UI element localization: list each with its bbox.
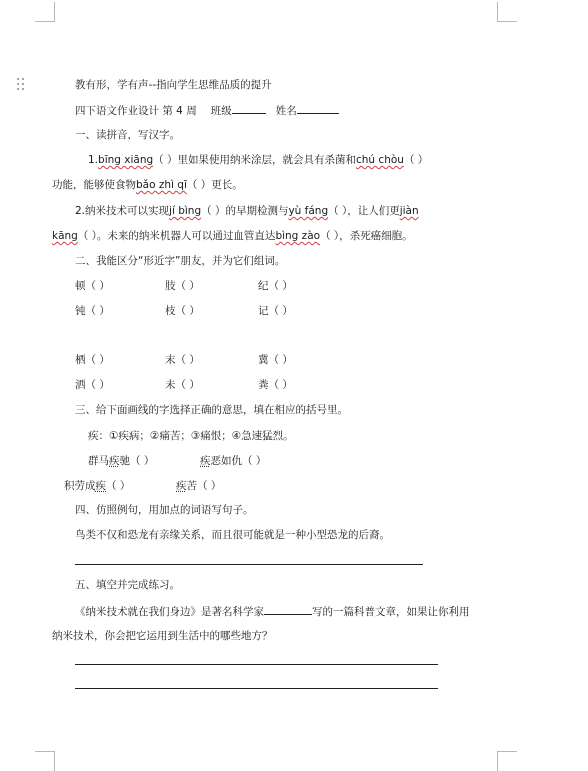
s3-item-1-pre: 群马 xyxy=(88,455,109,467)
doc-subtitle-line xyxy=(75,102,339,118)
doc-title: 教有形，学有声--指向学生思维品质的提升 xyxy=(75,79,272,91)
pinyin-kang: kāng xyxy=(52,230,78,242)
s2-row-4-col-2: 未（ ） xyxy=(165,379,200,391)
s3-item-4-mark: 疾 xyxy=(176,480,187,492)
s1-q1-text-2: （ ） xyxy=(403,154,429,166)
crop-mark-top-left-h xyxy=(35,21,55,22)
s1-q2-text-1: （ ）的早期检测与 xyxy=(201,205,289,217)
scientist-blank[interactable] xyxy=(264,603,312,615)
pinyin-chu-chou: chú chòu xyxy=(356,154,404,166)
s1-q2-line1 xyxy=(75,204,419,218)
class-blank[interactable] xyxy=(232,102,266,114)
crop-mark-bottom-left-v xyxy=(54,751,55,771)
doc-subtitle: 四下语文作业设计 第 4 周 xyxy=(75,105,197,117)
pinyin-bing-xiang: bīng xiāng xyxy=(98,154,154,166)
s1-q1-number: 1. xyxy=(88,154,99,166)
name-label: 姓名 xyxy=(275,105,297,117)
crop-mark-bottom-left-h xyxy=(35,751,55,752)
crop-mark-top-right-h xyxy=(497,21,517,22)
s1-q2-text-4: （ ），杀死癌细胞。 xyxy=(320,230,413,242)
section-4-heading: 四、仿照例句，用加点的词语写句子。 xyxy=(75,504,254,516)
crop-mark-bottom-right-h xyxy=(497,751,517,752)
s2-row-3-col-3: 冀（ ） xyxy=(258,354,293,366)
pinyin-jian: jiàn xyxy=(399,205,419,217)
s5-text-2: 写的一篇科普文章，如果让你利用 xyxy=(312,606,470,618)
s2-row-4-col-3: 粪（ ） xyxy=(258,379,293,391)
s2-row-3-col-2: 末（ ） xyxy=(165,354,200,366)
s3-item-1 xyxy=(88,454,154,468)
s3-item-3 xyxy=(64,479,130,493)
pinyin-bing-zao: bìng zào xyxy=(275,230,321,242)
crop-mark-bottom-right-v xyxy=(497,751,498,771)
s1-q1-text-3: 功能，能够使食物 xyxy=(52,179,136,191)
s3-item-1-post: 驰（ ） xyxy=(119,455,155,467)
s5-paragraph-line2: 纳米技术，你会把它运用到生活中的哪些地方？ xyxy=(52,630,273,642)
s3-item-4 xyxy=(176,479,221,493)
s2-row-2-col-3: 记（ ） xyxy=(258,305,293,317)
crop-mark-top-left-v xyxy=(54,2,55,22)
pinyin-yu-fang: yù fáng xyxy=(288,205,329,217)
s5-answer-line-2[interactable] xyxy=(75,688,438,689)
s3-item-4-post: 苦（ ） xyxy=(186,480,222,492)
s1-q1-line2 xyxy=(52,178,243,192)
s5-paragraph-line1 xyxy=(75,603,470,619)
class-label: 班级 xyxy=(210,105,232,117)
s4-answer-line[interactable] xyxy=(75,564,423,565)
s3-item-2 xyxy=(200,454,266,468)
s3-options: 疾：①疾病；②痛苦；③痛恨；④急速猛烈。 xyxy=(88,430,294,442)
pinyin-ji-bing: jí bìng xyxy=(169,205,202,217)
s3-item-1-mark: 疾 xyxy=(109,455,120,467)
section-1-heading: 一、读拼音，写汉字。 xyxy=(75,129,180,141)
s2-row-2-col-1: 钝（ ） xyxy=(75,305,110,317)
name-blank[interactable] xyxy=(297,102,339,114)
s1-q2-text-3: （ ）。未来的纳米机器人可以通过血管直达 xyxy=(77,230,276,242)
section-3-heading: 三、给下面画线的字选择正确的意思，填在相应的括号里。 xyxy=(75,404,348,416)
paragraph-drag-handle-icon[interactable] xyxy=(17,78,25,92)
s1-q2-text-2: （ ），让人们更 xyxy=(328,205,400,217)
s3-item-3-pre: 积劳成 xyxy=(64,480,96,492)
pinyin-bao-zhi-qi: bǎo zhì qī xyxy=(136,179,187,191)
s2-row-4-col-1: 洒（ ） xyxy=(75,379,110,391)
s2-row-1-col-2: 肢（ ） xyxy=(165,280,200,292)
s3-item-2-mark: 疾 xyxy=(200,455,211,467)
section-5-heading: 五、填空并完成练习。 xyxy=(75,579,180,591)
s1-q1-line1 xyxy=(88,153,428,167)
s2-row-1-col-3: 纪（ ） xyxy=(258,280,293,292)
s2-row-1-col-1: 顿（ ） xyxy=(75,280,110,292)
crop-mark-top-right-v xyxy=(497,2,498,22)
s5-text-1: 《纳米技术就在我们身边》是著名科学家 xyxy=(75,606,264,618)
s3-item-3-post: （ ） xyxy=(106,480,131,492)
s4-example-sentence: 鸟类不仅和恐龙有亲缘关系，而且很可能就是一种小型恐龙的后裔。 xyxy=(75,529,390,541)
s2-row-2-col-2: 枝（ ） xyxy=(165,305,200,317)
section-2-heading: 二、我能区分“形近字”朋友，并为它们组词。 xyxy=(75,255,286,267)
s1-q2-text-0: 2.纳米技术可以实现 xyxy=(75,205,170,217)
s3-item-3-mark: 疾 xyxy=(95,480,106,492)
s5-answer-line-1[interactable] xyxy=(75,664,438,665)
s2-row-3-col-1: 栖（ ） xyxy=(75,354,110,366)
s1-q2-line2 xyxy=(52,229,413,243)
s1-q1-text-1: （ ）里如果使用纳米涂层，就会具有杀菌和 xyxy=(153,154,356,166)
s3-item-2-post: 恶如仇（ ） xyxy=(210,455,267,467)
s1-q1-text-4: （ ）更长。 xyxy=(186,179,243,191)
